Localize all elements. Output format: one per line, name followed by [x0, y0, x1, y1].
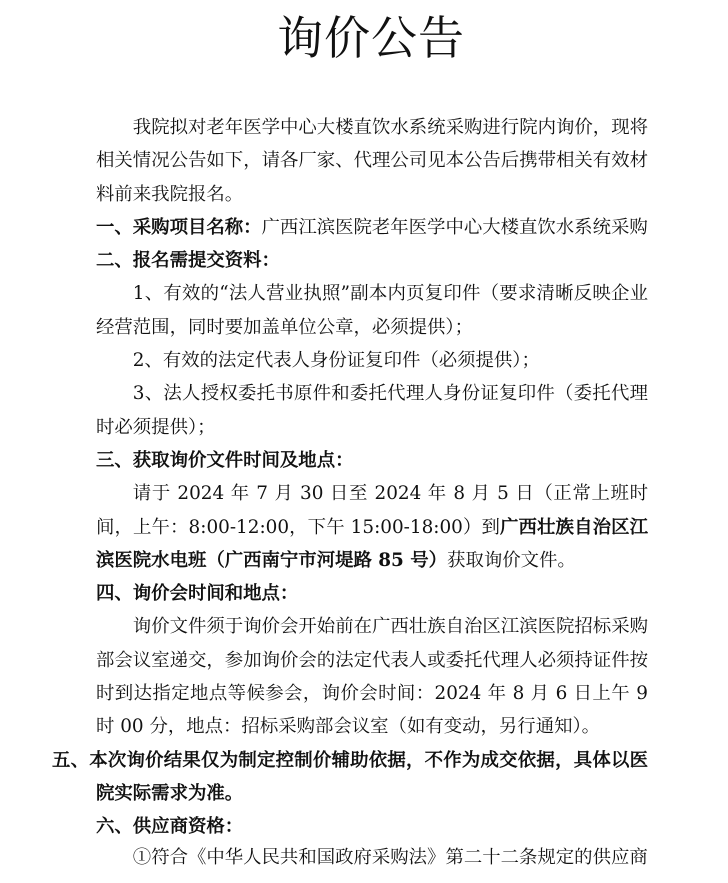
- section-5-paragraph: 五、本次询价结果仅为制定控制价辅助依据，不作为成交依据，具体以医院实际需求为准。: [52, 749, 648, 804]
- section-3-text-before: 请于 2024 年 7 月 30 日至 2024 年 8 月 5 日（正常上班时间，上午：8:00-12:00，下午 15:00-18:00）到: [96, 483, 648, 538]
- section-4-paragraph: 询价文件须于询价会开始前在广西壮族自治区江滨医院招标采购部会议室递交，参加询价会的法定代表人或委托代理人必须持证件按时到达指定地点等候参会，询价会时间：2024 年 8 月 6 日上午 9 时 00 分，地点：招标采购部会议室（如有变动，另行通知）。: [96, 616, 648, 738]
- section-3-paragraph: [96, 477, 648, 577]
- section-2-item: 3、法人授权委托书原件和委托代理人身份证复印件（委托代理时必须提供）；: [96, 383, 648, 438]
- section-1-text: 广西江滨医院老年医学中心大楼直饮水系统采购: [261, 216, 648, 238]
- section-2-heading: 二、报名需提交资料：: [96, 250, 280, 272]
- section-3-heading: 三、获取询价文件时间及地点：: [96, 449, 354, 471]
- document-body: [52, 111, 648, 872]
- section-6-item: ①符合《中华人民共和国政府采购法》第二十二条规定的供应商: [132, 846, 648, 868]
- section-3-text-after: 获取询价文件。: [447, 549, 576, 571]
- section-6-heading: 六、供应商资格：: [96, 816, 244, 838]
- section-1: [96, 211, 648, 244]
- section-1-heading: 一、采购项目名称：: [96, 216, 262, 238]
- document-title: 询价公告: [277, 11, 465, 65]
- section-4-heading: 四、询价会时间和地点：: [96, 583, 299, 605]
- section-3-location: 广西壮族自治区江滨医院水电班（广西南宁市河堤路 85 号）: [96, 516, 648, 571]
- section-2-item: 1、有效的“法人营业执照”副本内页复印件（要求清晰反映企业经营范围，同时要加盖单位公章，必须提供）；: [96, 283, 648, 338]
- intro-paragraph: 我院拟对老年医学中心大楼直饮水系统采购进行院内询价，现将相关情况公告如下，请各厂家、代理公司见本公告后携带相关有效材料前来我院报名。: [96, 117, 648, 205]
- section-2-item: 2、有效的法定代表人身份证复印件（必须提供）；: [132, 350, 540, 372]
